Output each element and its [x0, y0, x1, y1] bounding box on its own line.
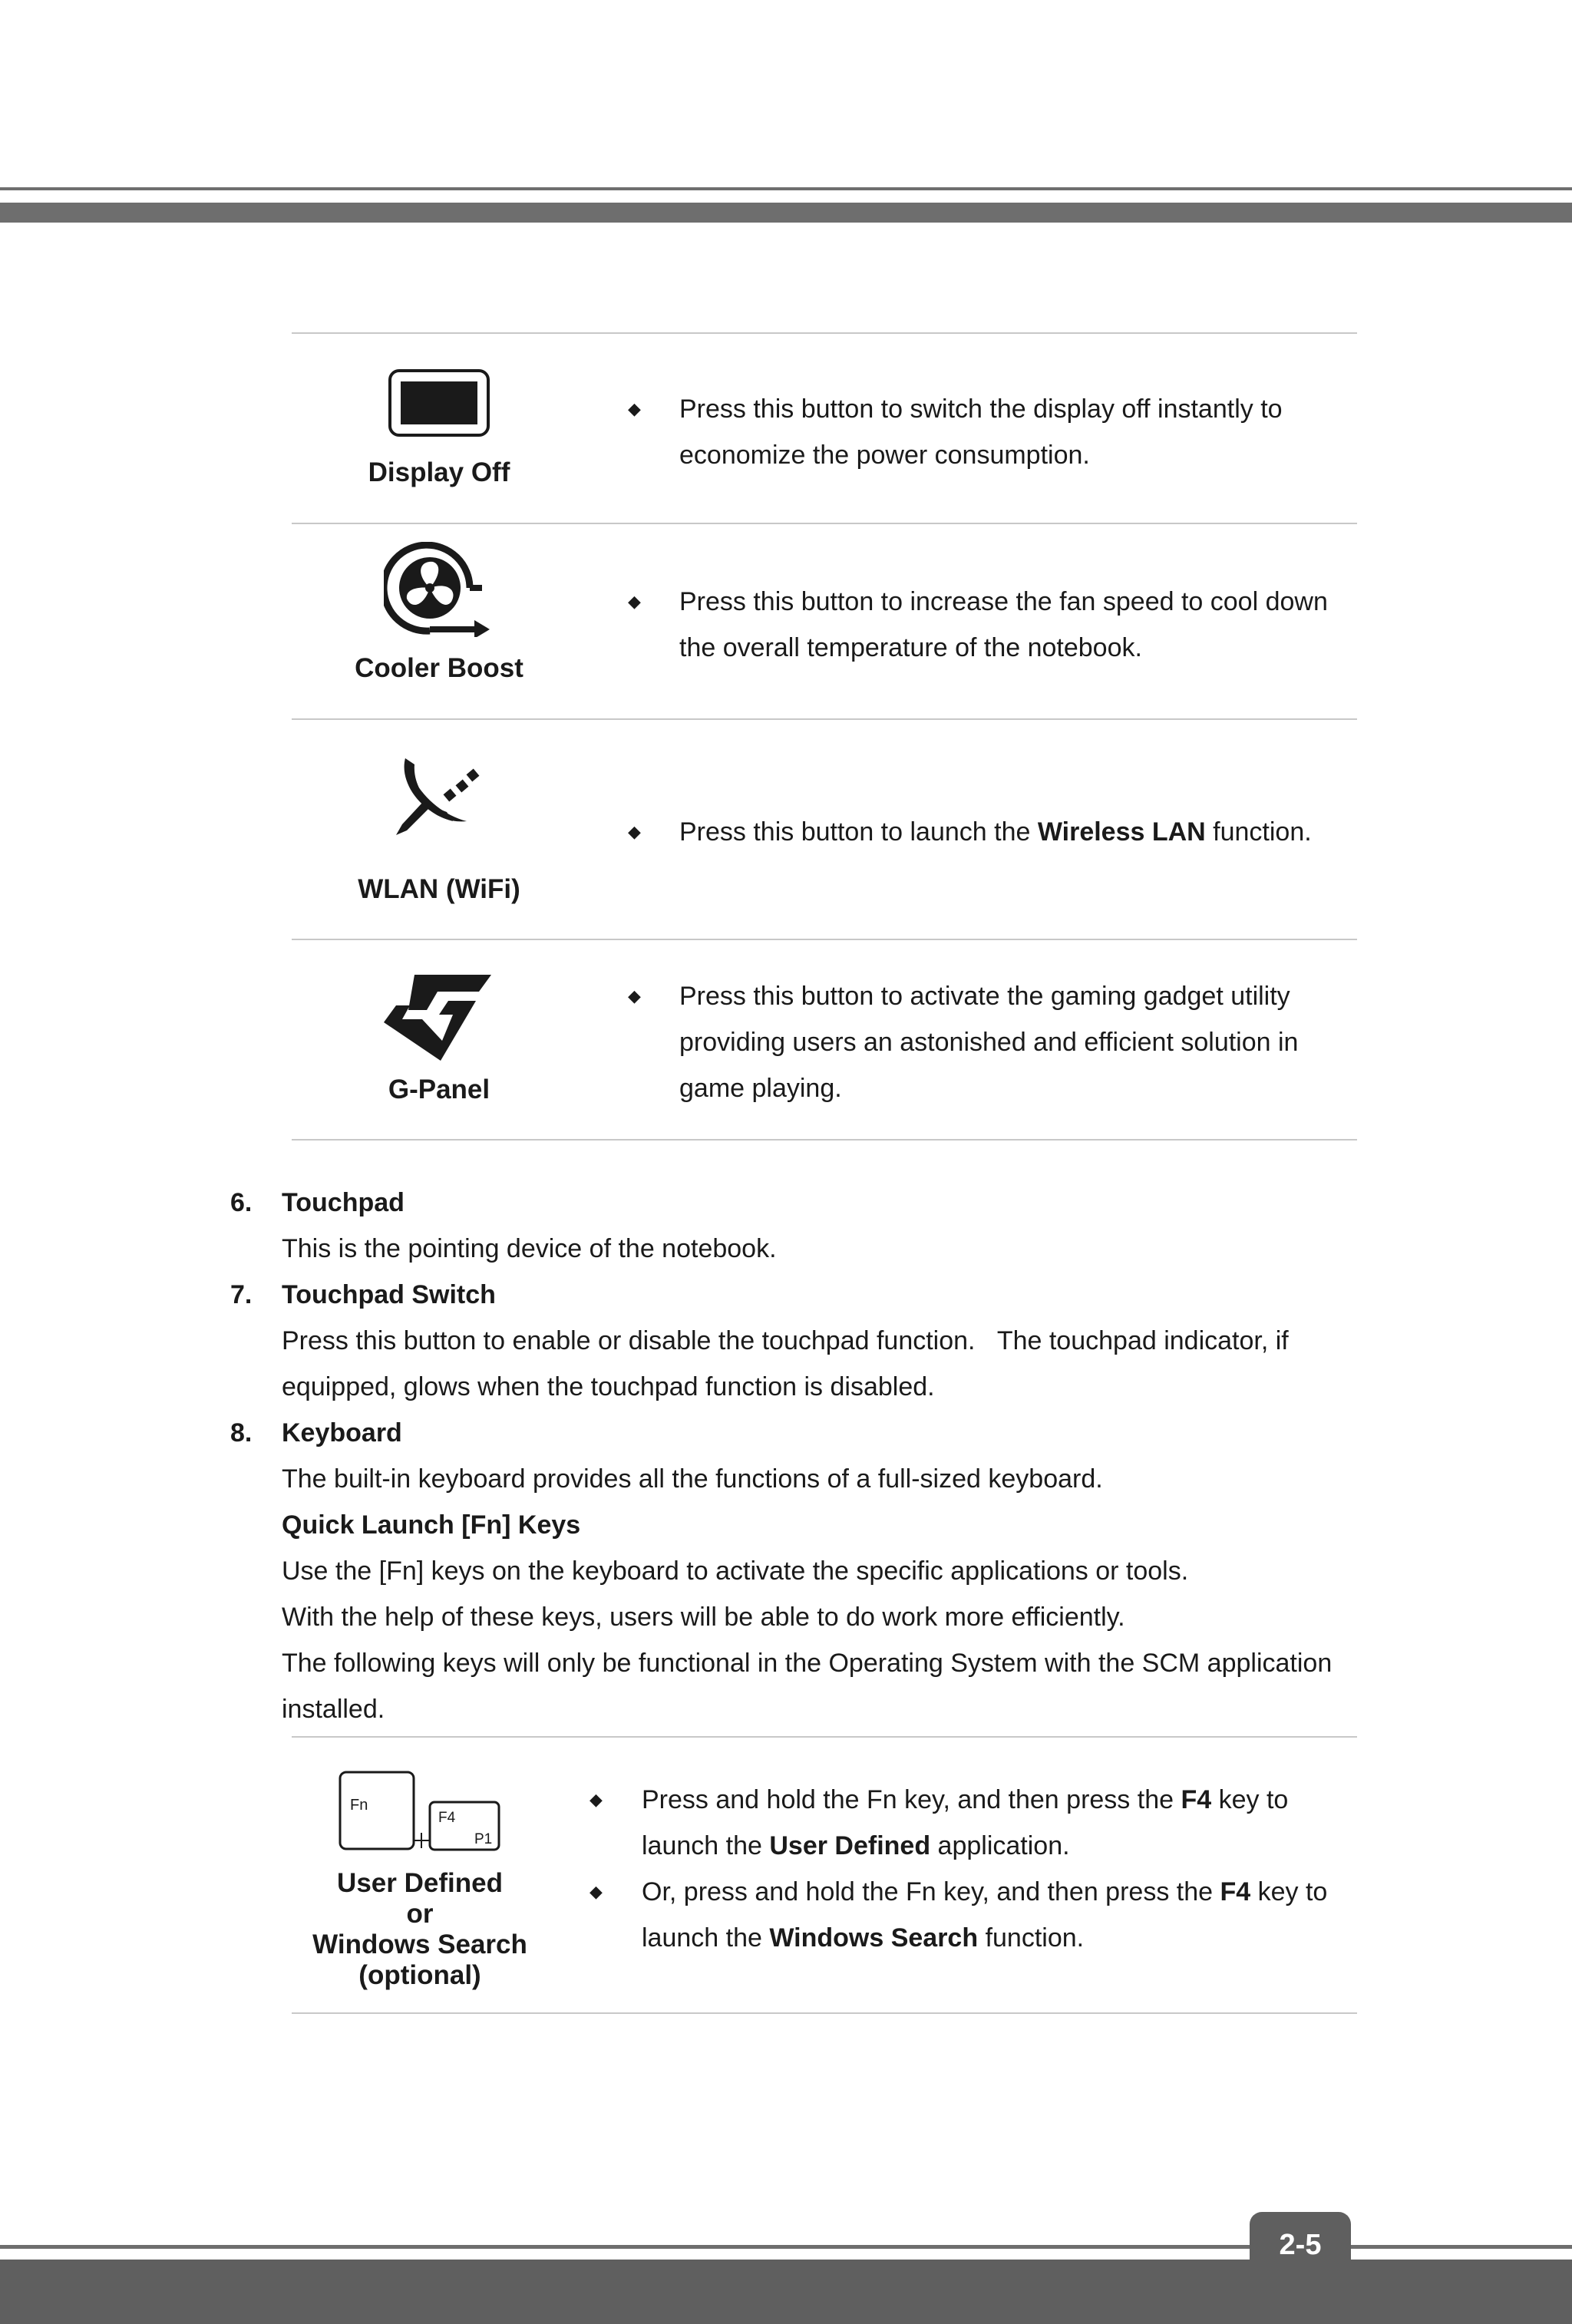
cooler-boost-fan-icon [384, 542, 491, 641]
wlan-wifi-icon [391, 751, 484, 845]
bullet-icon: ◆ [628, 592, 641, 611]
fn-key-label [266, 1868, 573, 1991]
cooler-boost-label: Cooler Boost [355, 653, 523, 683]
quick-launch-line: installed. [282, 1695, 385, 1724]
bullet-icon: ◆ [590, 1882, 603, 1901]
g-panel-label: G-Panel [388, 1075, 490, 1104]
section-title: Touchpad [282, 1188, 405, 1217]
quick-launch-line: Use the [Fn] keys on the keyboard to activate the specific applications or tools. [282, 1556, 1189, 1586]
g-panel-icon [384, 972, 495, 1068]
display-off-icon [388, 368, 490, 441]
display-off-label: Display Off [368, 457, 510, 487]
table-rule [292, 939, 1357, 940]
table-rule [292, 1736, 1357, 1738]
fn-description-user-defined: Press and hold the Fn key, and then press the F4 key to launch the User Defined application. [642, 1785, 1289, 1860]
fn-f4-key-icon [338, 1770, 502, 1857]
quick-launch-title: Quick Launch [Fn] Keys [282, 1510, 581, 1540]
fn-label-line: (optional) [358, 1960, 481, 1990]
table-rule [292, 1139, 1357, 1141]
fn-key-text: Fn [350, 1797, 368, 1814]
section-body: equipped, glows when the touchpad function is disabled. [282, 1372, 935, 1401]
table-rule [292, 332, 1357, 334]
wlan-description: Press this button to launch the Wireless LAN function. [679, 817, 1312, 847]
header-band [0, 203, 1572, 223]
table-rule [292, 718, 1357, 720]
section-body: The built-in keyboard provides all the functions of a full-sized keyboard. [282, 1464, 1103, 1494]
section-number: 6. [230, 1188, 253, 1217]
fn-label-line: or [406, 1899, 434, 1929]
quick-launch-line: The following keys will only be functional in the Operating System with the SCM application [282, 1649, 1333, 1678]
fn-label-line: User Defined [337, 1868, 503, 1898]
display-off-description: Press this button to switch the display off instantly to economize the power consumption. [679, 394, 1283, 470]
bullet-icon: ◆ [628, 399, 641, 418]
cooler-boost-description: Press this button to increase the fan speed to cool down the overall temperature of the notebook. [679, 587, 1328, 662]
fn-description-windows-search: Or, press and hold the Fn key, and then press the F4 key to launch the Windows Search function. [642, 1877, 1328, 1953]
bullet-icon: ◆ [628, 822, 641, 841]
table-rule [292, 523, 1357, 524]
bullet-icon: ◆ [590, 1790, 603, 1809]
table-rule [292, 2012, 1357, 2014]
page-number: 2-5 [1250, 2212, 1351, 2278]
section-title: Touchpad Switch [282, 1280, 496, 1309]
section-body: This is the pointing device of the notebook. [282, 1234, 777, 1263]
section-number: 7. [230, 1280, 253, 1309]
header-rule-thin [0, 187, 1572, 190]
quick-launch-line: With the help of these keys, users will be able to do work more efficiently. [282, 1603, 1125, 1632]
section-number: 8. [230, 1418, 253, 1448]
g-panel-description: Press this button to activate the gaming gadget utility providing users an astonished and efficient solution in game playing. [679, 982, 1299, 1103]
f4-key-text: F4 [438, 1810, 456, 1826]
section-title: Keyboard [282, 1418, 402, 1448]
wlan-label: WLAN (WiFi) [358, 874, 520, 904]
bullet-icon: ◆ [628, 986, 641, 1005]
p1-key-text: P1 [474, 1831, 493, 1847]
fn-label-line: Windows Search [312, 1930, 527, 1959]
section-body: Press this button to enable or disable the touchpad function. The touchpad indicator, if [282, 1326, 1289, 1355]
